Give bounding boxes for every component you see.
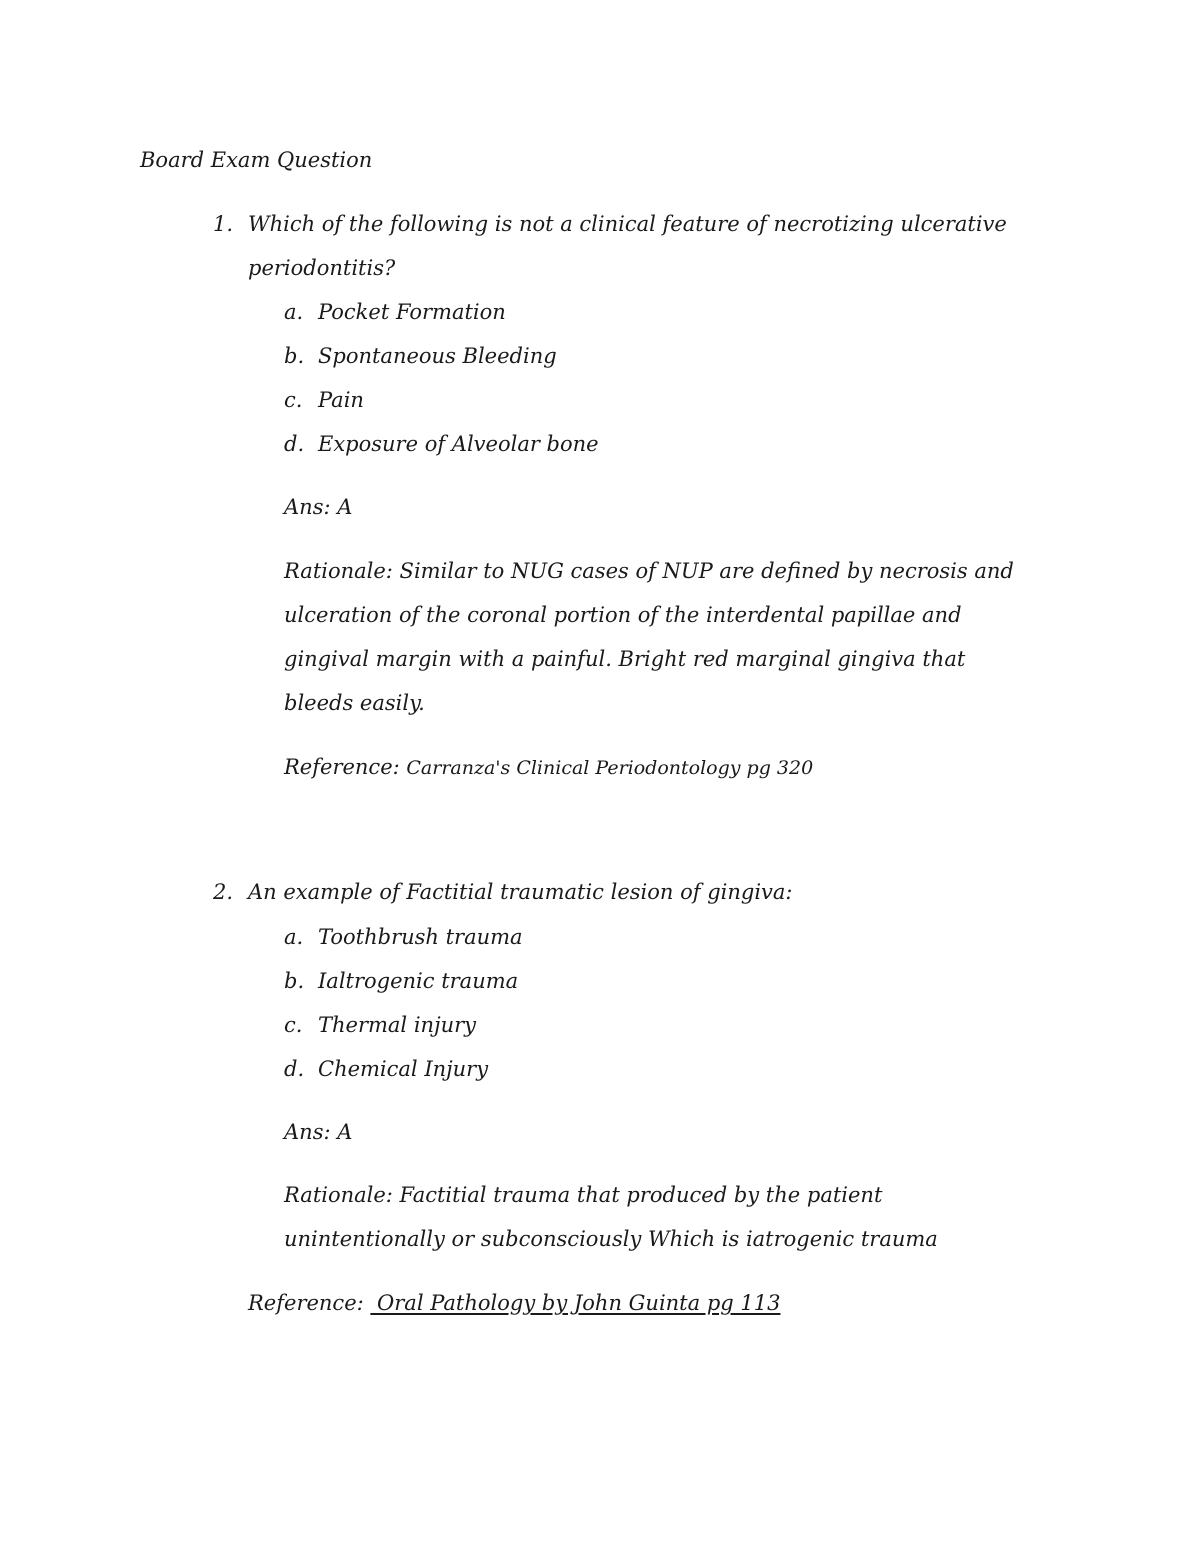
option-letter: b. [284,344,305,368]
option-text: Chemical Injury [318,1057,489,1081]
question-1-reference [284,757,813,778]
option-letter: d. [284,432,305,456]
option-text: Pocket Formation [318,300,506,324]
question-2-option-d [284,1059,488,1080]
document-title: Board Exam Question [140,148,373,172]
option-text: Pain [318,388,364,412]
reference-label: Reference: [284,755,407,779]
question-1-rationale-line-3: gingival margin with a painful. Bright red marginal gingiva that [284,647,966,671]
question-1-rationale-line-4: bleeds easily. [284,691,425,715]
question-1-rationale-line-2: ulceration of the coronal portion of the interdental papillae and [284,603,962,627]
option-letter: b. [284,969,305,993]
question-1-rationale-line-1: Rationale: Similar to NUG cases of NUP are defined by necrosis and [284,559,1014,583]
question-2-rationale-line-2: unintentionally or subconsciously Which is iatrogenic trauma [284,1227,938,1251]
question-2-rationale-line-1: Rationale: Factitial trauma that produced by the patient [284,1183,883,1207]
option-text: Thermal injury [318,1013,477,1037]
option-letter: c. [284,388,303,412]
option-text: Exposure of Alveolar bone [318,432,599,456]
reference-label: Reference: [248,1291,371,1315]
question-2-answer: Ans: A [284,1120,353,1144]
question-1-stem-line-1: Which of the following is not a clinical feature of necrotizing ulcerative [248,212,1007,236]
question-1-answer: Ans: A [284,495,353,519]
option-letter: a. [284,925,304,949]
question-1-option-b [284,346,557,367]
option-letter: c. [284,1013,303,1037]
question-2-option-a [284,927,523,948]
option-letter: a. [284,300,304,324]
question-1-option-d [284,434,599,455]
question-1-option-c [284,390,364,411]
reference-source: Oral Pathology by John Guinta pg 113 [370,1291,781,1315]
option-text: Ialtrogenic trauma [318,969,519,993]
question-2-option-b [284,971,518,992]
question-1-option-a [284,302,506,323]
question-1-number: 1. [213,212,234,236]
question-2-option-c [284,1015,476,1036]
question-2-reference [248,1293,780,1314]
question-1-stem-line-2: periodontitis? [248,256,396,280]
option-text: Toothbrush trauma [318,925,523,949]
question-2-number: 2. [213,880,234,904]
reference-source: Carranza's Clinical Periodontology pg 320 [406,757,814,779]
question-2-stem-line-1: An example of Factitial traumatic lesion of gingiva: [248,880,793,904]
option-text: Spontaneous Bleeding [318,344,557,368]
option-letter: d. [284,1057,305,1081]
